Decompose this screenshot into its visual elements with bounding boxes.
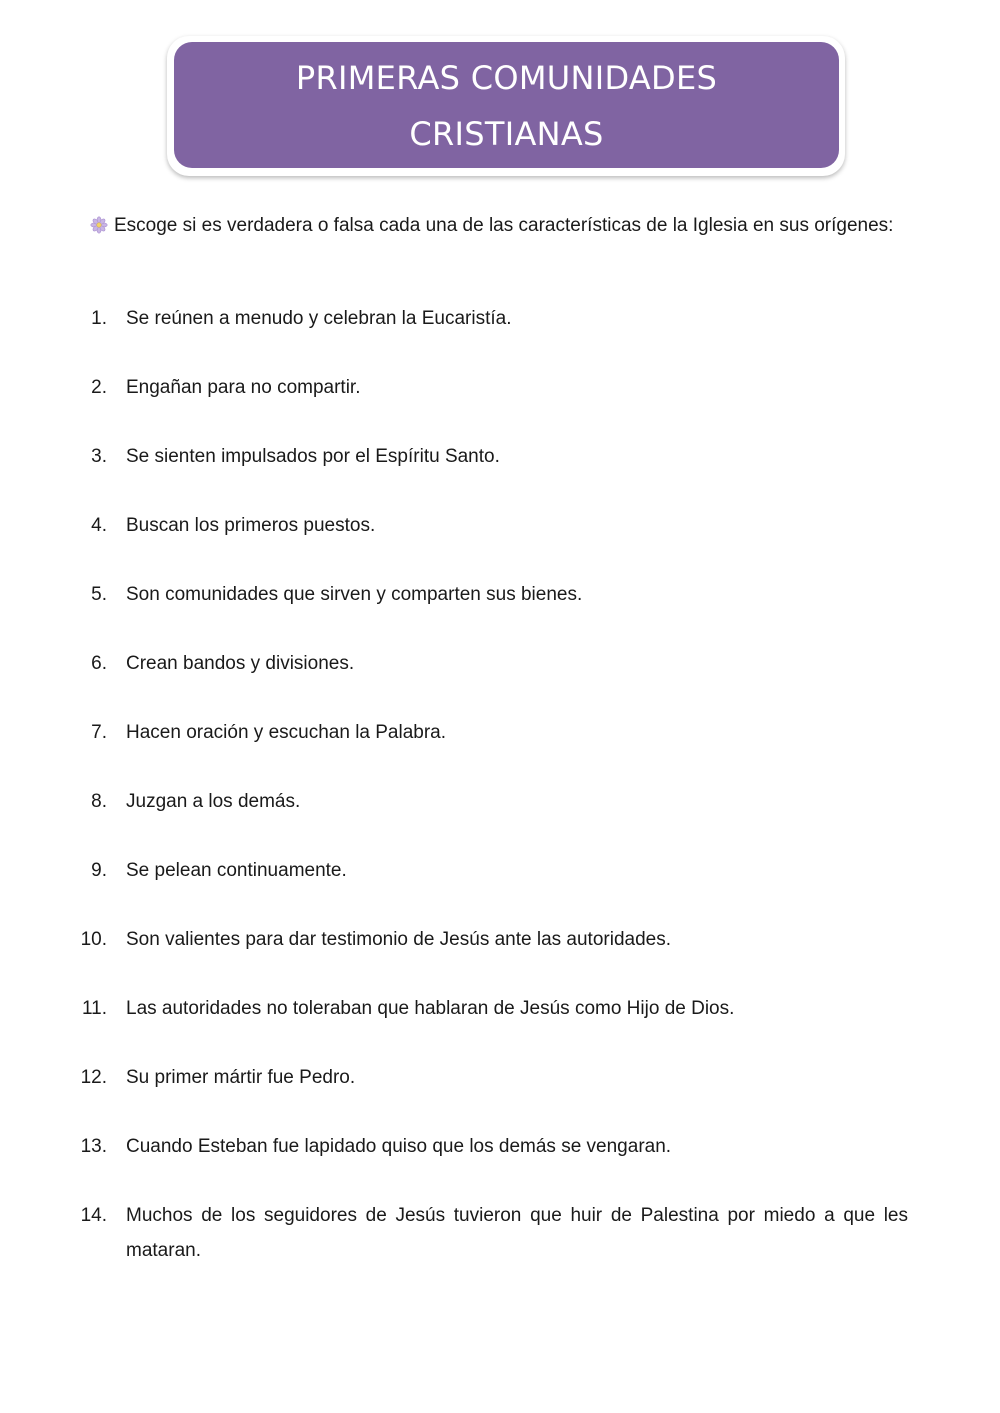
statement-text: Engañan para no compartir. — [126, 377, 361, 398]
statement-text: Su primer mártir fue Pedro. — [126, 1067, 356, 1088]
statement-text: Son comunidades que sirven y comparten sus bienes. — [126, 584, 583, 605]
statement-item — [80, 301, 908, 336]
statement-number: 7. — [91, 722, 107, 743]
statement-item — [80, 439, 908, 474]
statement-text: Cuando Esteban fue lapidado quiso que los demás se vengaran. — [126, 1136, 672, 1157]
statement-item — [80, 853, 908, 888]
statement-number: 3. — [91, 446, 107, 467]
flower-icon — [90, 216, 108, 234]
statement-list — [80, 301, 908, 1302]
title-line-1: PRIMERAS COMUNIDADES — [295, 59, 718, 97]
statement-item — [80, 1198, 908, 1268]
statement-number: 13. — [80, 1136, 107, 1157]
statement-item — [80, 1060, 908, 1095]
statement-number: 8. — [91, 791, 107, 812]
statement-number: 12. — [80, 1067, 107, 1088]
statement-item — [80, 784, 908, 819]
statement-item — [80, 370, 908, 405]
statement-text: Las autoridades no toleraban que hablaran de Jesús como Hijo de Dios. — [126, 998, 735, 1019]
page-title — [174, 42, 839, 168]
statement-text: Buscan los primeros puestos. — [126, 515, 376, 536]
statement-number: 10. — [80, 929, 107, 950]
statement-number: 5. — [91, 584, 107, 605]
instruction-text: Escoge si es verdadera o falsa cada una de las características de la Iglesia en sus orígenes: — [114, 215, 894, 236]
statement-text: Juzgan a los demás. — [126, 791, 301, 812]
statement-text: Muchos de los seguidores de Jesús tuvieron que huir de Palestina por miedo a que les mataran. — [126, 1205, 908, 1261]
statement-item — [80, 508, 908, 543]
statement-number: 2. — [91, 377, 107, 398]
statement-number: 9. — [91, 860, 107, 881]
statement-item — [80, 991, 908, 1026]
statement-text: Son valientes para dar testimonio de Jesús ante las autoridades. — [126, 929, 671, 950]
statement-number: 1. — [91, 308, 107, 329]
statement-number: 11. — [81, 998, 107, 1019]
statement-item — [80, 715, 908, 750]
statement-text: Se pelean continuamente. — [126, 860, 347, 881]
statement-item — [80, 1129, 908, 1164]
statement-item — [80, 922, 908, 957]
statement-number: 4. — [91, 515, 107, 536]
statement-number: 6. — [91, 653, 107, 674]
statement-text: Se sienten impulsados por el Espíritu Santo. — [126, 446, 500, 467]
instruction — [90, 208, 908, 243]
statement-text: Crean bandos y divisiones. — [126, 653, 355, 674]
statement-text: Hacen oración y escuchan la Palabra. — [126, 722, 447, 743]
statement-item — [80, 646, 908, 681]
statement-item — [80, 577, 908, 612]
statement-number: 14. — [80, 1205, 107, 1226]
statement-text: Se reúnen a menudo y celebran la Eucaristía. — [126, 308, 512, 329]
title-line-2: CRISTIANAS — [409, 115, 604, 153]
